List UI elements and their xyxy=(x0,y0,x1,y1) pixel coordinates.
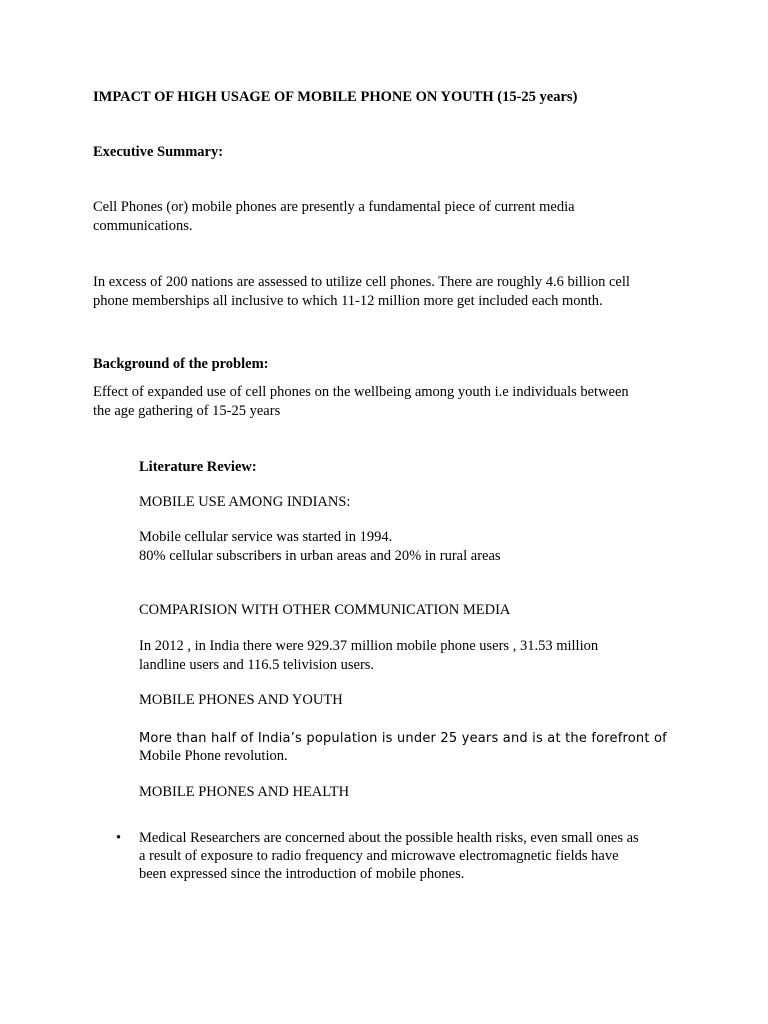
background-line2: the age gathering of 15-25 years xyxy=(93,403,281,419)
health-bullet-line1: Medical Researchers are concerned about the possible health risks, even small ones as xyxy=(139,830,639,846)
comparison-heading: COMPARISION WITH OTHER COMMUNICATION MEDIA xyxy=(139,602,511,618)
summary-para1-line2: communications. xyxy=(93,218,193,234)
background-line1: Effect of expanded use of cell phones on the wellbeing among youth i.e individuals between xyxy=(93,384,629,400)
health-bullet-line3: been expressed since the introduction of mobile phones. xyxy=(139,866,465,882)
mobile-use-line1: Mobile cellular service was started in 1994. xyxy=(139,529,393,545)
health-bullet-line2: a result of exposure to radio frequency and microwave electromagnetic fields have xyxy=(139,848,619,864)
background-heading: Background of the problem: xyxy=(93,356,269,372)
bullet-icon: • xyxy=(116,830,122,846)
youth-line2: Mobile Phone revolution. xyxy=(139,748,288,764)
executive-summary-heading: Executive Summary: xyxy=(93,144,224,160)
youth-heading: MOBILE PHONES AND YOUTH xyxy=(139,692,343,708)
summary-para2-line2: phone memberships all inclusive to which 11-12 million more get included each month. xyxy=(93,293,603,309)
summary-para1-line1: Cell Phones (or) mobile phones are presently a fundamental piece of current media xyxy=(93,199,575,215)
health-heading: MOBILE PHONES AND HEALTH xyxy=(139,784,350,800)
comparison-line2: landline users and 116.5 telivision users. xyxy=(139,657,375,673)
mobile-use-heading: MOBILE USE AMONG INDIANS: xyxy=(139,494,351,510)
summary-para2-line1: In excess of 200 nations are assessed to utilize cell phones. There are roughly 4.6 billion cell xyxy=(93,274,630,290)
literature-review-heading: Literature Review: xyxy=(139,459,257,475)
comparison-line1: In 2012 , in India there were 929.37 million mobile phone users , 31.53 million xyxy=(139,638,599,654)
document-title: IMPACT OF HIGH USAGE OF MOBILE PHONE ON YOUTH (15-25 years) xyxy=(93,89,578,105)
youth-line1: More than half of India’s population is under 25 years and is at the forefront of xyxy=(139,731,667,746)
mobile-use-line2: 80% cellular subscribers in urban areas and 20% in rural areas xyxy=(139,548,501,564)
